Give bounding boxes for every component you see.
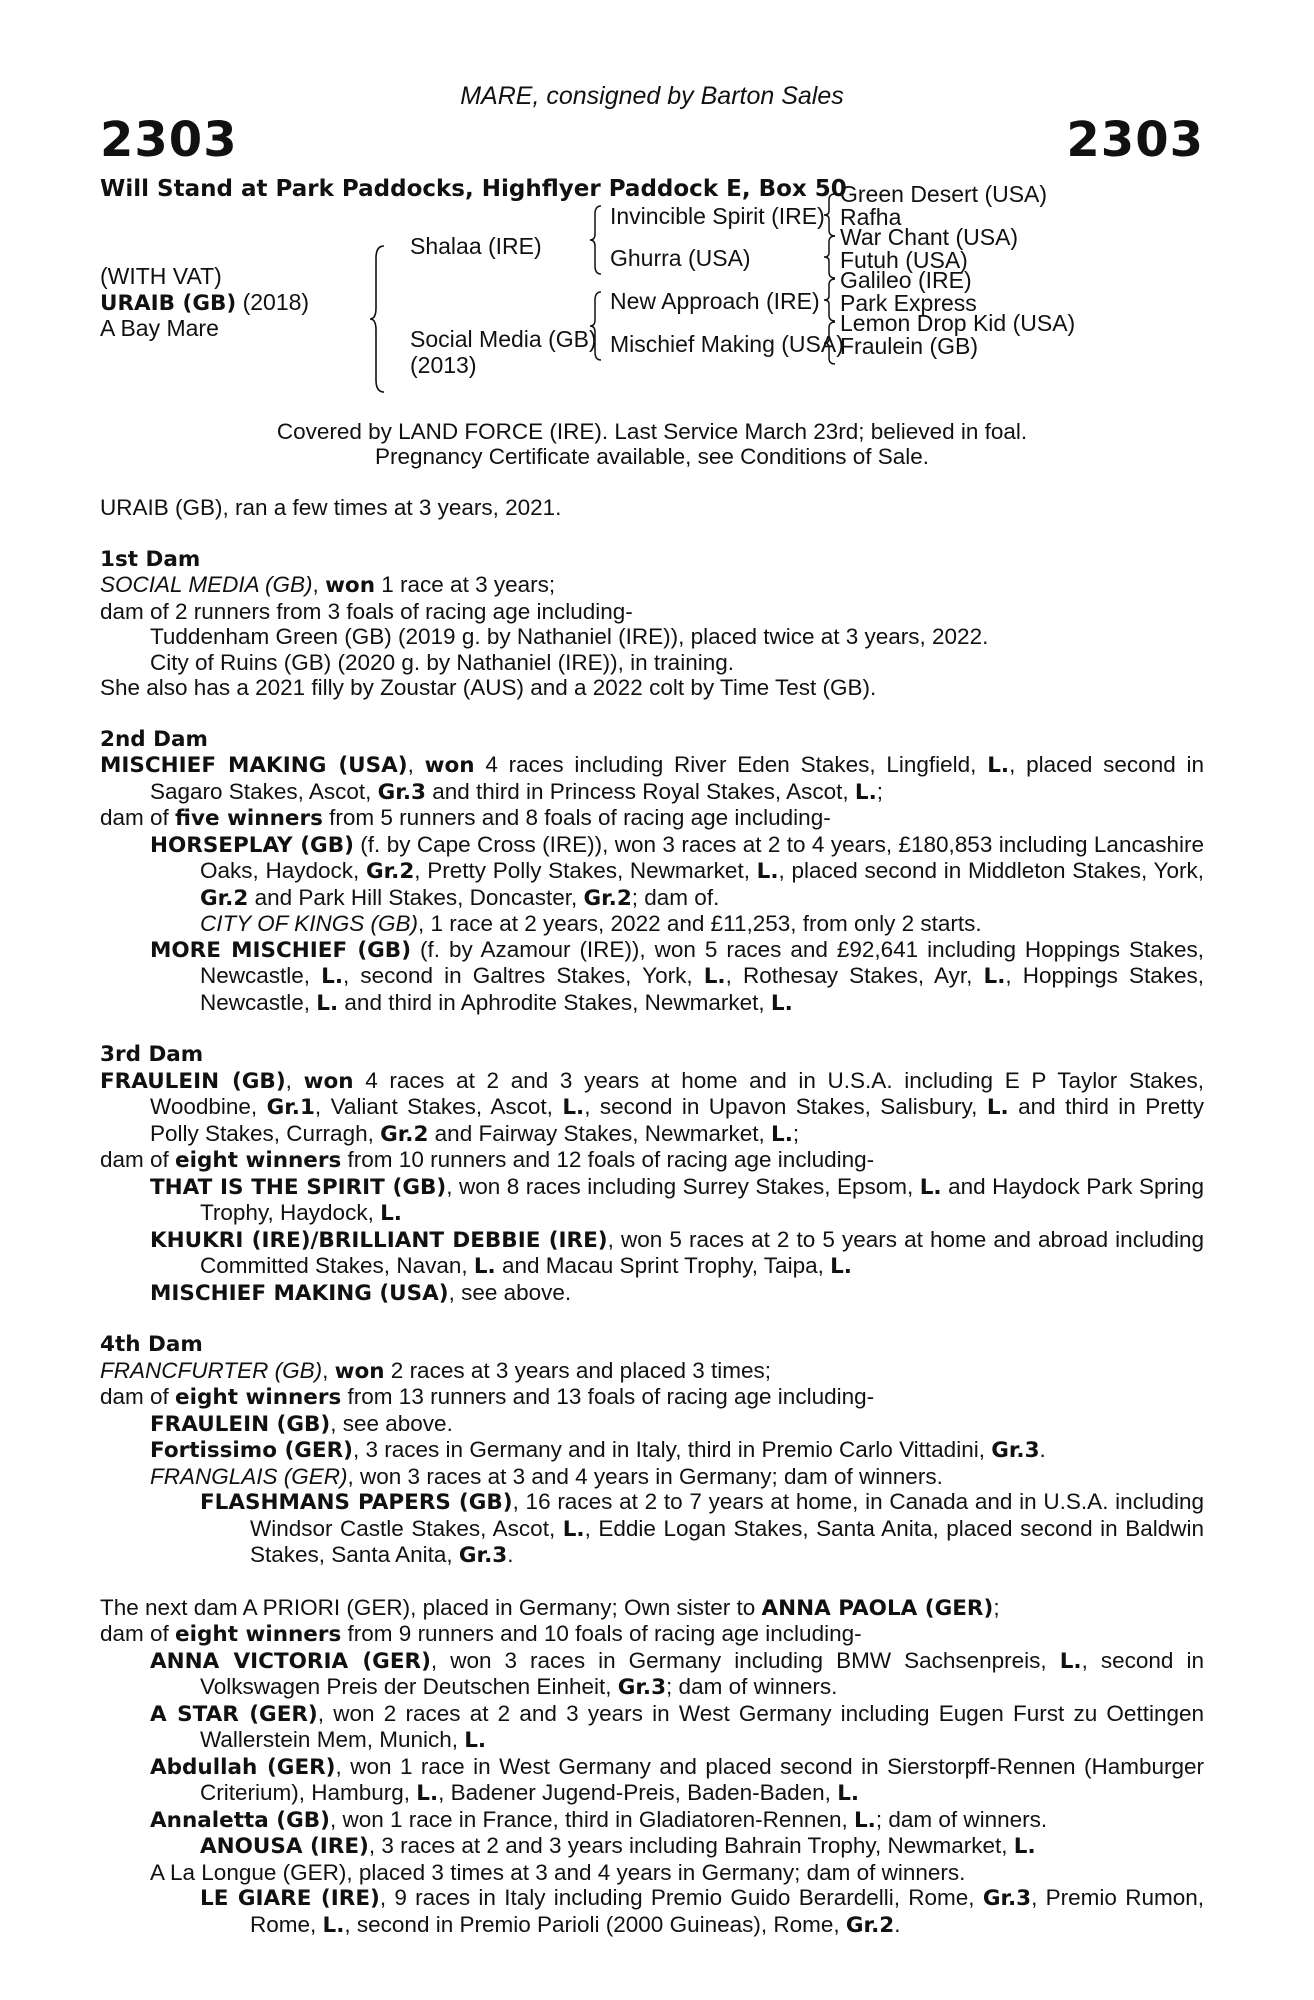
- text-segment: , won 2 races at 2 and 3 years in West Germany including Eugen Furst zu Oettingen Wallerstein Mem, Munich,: [200, 1700, 1204, 1752]
- text-segment: , won 3 races at 3 and 4 years in Germany; dam of winners.: [347, 1463, 943, 1489]
- dam-dam: Mischief Making (USA): [610, 331, 844, 357]
- text-segment: , Badener Jugend-Preis, Baden-Baden,: [438, 1780, 838, 1805]
- progeny-entry: [100, 1885, 1204, 1938]
- text-segment: HORSEPLAY (GB): [150, 832, 354, 858]
- text-segment: L.: [562, 1516, 585, 1542]
- produce-line: dam of 2 runners from 3 foals of racing age including-: [100, 598, 633, 624]
- section-title: 1st Dam: [100, 546, 201, 572]
- text-segment: , second in Volkswagen Preis der Deutschen Einheit,: [200, 1647, 1204, 1699]
- text-segment: FRANGLAIS (GER): [150, 1463, 348, 1489]
- text-segment: from 10 runners and 12 foals of racing age including-: [341, 1147, 875, 1172]
- text-segment: from 5 runners and 8 foals of racing age including-: [322, 805, 831, 830]
- text-segment: Annaletta (GB): [150, 1807, 330, 1833]
- produce-line: [100, 1621, 1204, 1648]
- text-segment: Gr.2: [380, 1121, 429, 1147]
- text-segment: , Eddie Logan Stakes, Santa Anita, placed second in Baldwin Stakes, Santa Anita,: [250, 1515, 1204, 1567]
- text-segment: , Pretty Polly Stakes, Newmarket,: [414, 858, 757, 883]
- progeny-entry: [100, 1174, 1204, 1227]
- text-segment: ; dam of winners.: [875, 1806, 1048, 1832]
- text-segment: FRANCFURTER (GB): [100, 1357, 323, 1383]
- text-segment: KHUKRI (IRE)/BRILLIANT DEBBIE (IRE): [150, 1227, 608, 1253]
- section-title: 3rd Dam: [100, 1042, 204, 1067]
- text-segment: L.: [837, 1781, 860, 1806]
- text-segment: FLASHMANS PAPERS (GB): [200, 1490, 513, 1515]
- text-segment: .: [507, 1542, 514, 1567]
- text-segment: ANOUSA (IRE): [200, 1834, 369, 1859]
- text-segment: ANNA PAOLA (GER): [761, 1595, 994, 1621]
- catalogue-page: [100, 80, 1204, 1938]
- text-segment: (f. by Azamour (IRE)), won 5 races and £92,641 including Hoppings Stakes, Newcastle,: [200, 936, 1204, 988]
- text-segment: ;: [993, 1594, 1000, 1620]
- text-segment: and third in Princess Royal Stakes, Ascot,: [425, 778, 855, 804]
- ped-ddd: Fraulein (GB): [840, 333, 979, 359]
- text-segment: , won 1 race in France, third in Gladiatoren-Rennen,: [329, 1806, 854, 1832]
- text-segment: , Premio Rumon, Rome,: [250, 1885, 1204, 1937]
- progeny-entry: [100, 1489, 1204, 1569]
- text-segment: , 16 races at 2 to 7 years at home, in Canada and in U.S.A. including Windsor Castle Stakes, Ascot,: [250, 1489, 1204, 1541]
- text-segment: Gr.3: [991, 1438, 1040, 1463]
- text-segment: 4 races at 2 and 3 years at home and in U.S.A. including E P Taylor Stakes, Woodbine,: [150, 1067, 1204, 1119]
- progeny-entry: A La Longue (GER), placed 3 times at 3 and 4 years in Germany; dam of winners.: [150, 1859, 966, 1885]
- text-segment: , 3 races at 2 and 3 years including Bahrain Trophy, Newmarket,: [368, 1833, 1014, 1858]
- section-title: 4th Dam: [100, 1332, 203, 1357]
- text-segment: , Valiant Stakes, Ascot,: [314, 1094, 563, 1119]
- text-segment: won: [334, 1358, 385, 1384]
- ped-dds: Lemon Drop Kid (USA): [840, 310, 1076, 336]
- intro-line: URAIB (GB), ran a few times at 3 years, 2021.: [100, 495, 562, 520]
- ped-sss: Green Desert (USA): [840, 181, 1048, 207]
- text-segment: five winners: [175, 806, 323, 831]
- progeny-entry: [100, 1807, 1204, 1834]
- ped-sdd: Futuh (USA): [840, 247, 968, 273]
- text-segment: L.: [919, 1174, 942, 1200]
- text-segment: MISCHIEF MAKING (USA): [100, 753, 408, 778]
- produce-line: [100, 1384, 1204, 1411]
- text-segment: dam of: [100, 1147, 176, 1172]
- text-segment: eight winners: [175, 1622, 342, 1647]
- text-segment: eight winners: [175, 1385, 342, 1410]
- progeny-entry: [100, 1280, 1204, 1307]
- text-segment: L.: [464, 1728, 487, 1753]
- text-segment: , see above.: [448, 1279, 572, 1305]
- brace-gen1: [368, 244, 388, 394]
- stand-location: Will Stand at Park Paddocks, Highflyer Paddock E, Box 50: [100, 176, 847, 202]
- text-segment: , 9 races in Italy including Premio Guido Berardelli, Rome,: [379, 1885, 983, 1910]
- text-segment: L.: [770, 990, 793, 1016]
- progeny-entry: [100, 1227, 1204, 1280]
- text-segment: MISCHIEF MAKING (USA): [150, 1280, 449, 1306]
- text-segment: , won 8 races including Surrey Stakes, Epsom,: [446, 1173, 920, 1199]
- ped-dsd: Park Express: [840, 290, 977, 316]
- consignment-line: MARE, consigned by Barton Sales: [460, 82, 844, 110]
- text-segment: L.: [853, 1807, 876, 1833]
- brace-gen3-3: [822, 277, 838, 323]
- text-segment: ; dam of winners.: [666, 1674, 838, 1699]
- text-segment: Gr.3: [377, 779, 426, 805]
- text-segment: L.: [321, 964, 344, 989]
- ped-dss: Galileo (IRE): [840, 267, 972, 293]
- text-segment: Fortissimo (GER): [150, 1438, 354, 1463]
- text-segment: ; dam of.: [631, 884, 720, 910]
- text-segment: , placed second in Sagaro Stakes, Ascot,: [150, 752, 1204, 804]
- produce-line: [100, 1147, 1204, 1174]
- text-segment: , Hoppings Stakes, Newcastle,: [200, 963, 1205, 1015]
- text-segment: from 9 runners and 10 foals of racing age including-: [341, 1621, 862, 1646]
- progeny-entry: [100, 1411, 1204, 1438]
- dam-sire: New Approach (IRE): [610, 288, 820, 314]
- text-segment: FRAULEIN (GB): [150, 1411, 331, 1437]
- text-segment: L.: [983, 964, 1006, 989]
- brace-gen2-dam: [588, 290, 604, 362]
- lot-number-left: 2303: [100, 112, 238, 168]
- brace-gen3-4: [822, 320, 838, 366]
- text-segment: Gr.3: [982, 1886, 1032, 1911]
- progeny-entry: [100, 1833, 1204, 1860]
- text-segment: and Fairway Stakes, Newmarket,: [428, 1120, 772, 1146]
- dam-line2: (2013): [410, 352, 477, 378]
- text-segment: THAT IS THE SPIRIT (GB): [150, 1174, 447, 1200]
- text-segment: , won 1 race in West Germany and placed second in Sierstorpff-Rennen (Hamburger Criterium), Hamburg,: [200, 1753, 1205, 1805]
- text-segment: L.: [316, 990, 339, 1016]
- text-segment: L.: [322, 1912, 345, 1938]
- text-segment: won: [325, 573, 376, 598]
- text-segment: .: [1039, 1437, 1046, 1462]
- text-segment: L.: [830, 1254, 852, 1279]
- horse-description: A Bay Mare: [100, 315, 219, 341]
- text-segment: and Macau Sprint Trophy, Taipa,: [495, 1253, 831, 1278]
- lot-number-right: 2303: [1066, 112, 1204, 168]
- dam-record: FRAULEIN (GB), won 4 races at 2 and 3 years at home and in U.S.A. including E P Taylor Stakes, Woodbine, Gr.1, Valiant Stakes, Ascot, L., second in Upavon Stakes, Salisbury, L. and third in Pretty Polly Stakes, Curragh, Gr.2 and Fairway Stakes, Newmarket, L.;: [100, 1067, 1204, 1147]
- text-segment: Gr.2: [583, 885, 632, 911]
- dam-name: SOCIAL MEDIA (GB): [100, 572, 313, 597]
- progeny-entry: [100, 1464, 1204, 1490]
- section-1st-dam: 1st Dam SOCIAL MEDIA (GB), won 1 race at 3 years; dam of 2 runners from 3 foals of racing age including- Tuddenham Green (GB) (2019 g. by Nathaniel (IRE)), placed twice at 3 years, 2022. City of Ruins (GB) (2020 g. by Nathaniel (IRE)), in training. She also has a 2021 filly by Zoustar (AUS) and a 2022 colt by Time Test (GB).: [100, 547, 1204, 701]
- produce-line: [100, 805, 1204, 832]
- text-segment: eight winners: [175, 1148, 342, 1173]
- section-title: 2nd Dam: [100, 726, 208, 752]
- brace-gen3-1: [822, 192, 838, 238]
- section-next-dam: [100, 1595, 1204, 1939]
- text-segment: Gr.1: [266, 1095, 315, 1120]
- text-segment: and third in Pretty Polly Stakes, Curragh,: [150, 1094, 1204, 1146]
- progeny-entry: [100, 1648, 1204, 1701]
- brace-gen2-sire: [588, 204, 604, 276]
- text-segment: dam of: [100, 1621, 176, 1646]
- covered-line2: Pregnancy Certificate available, see Conditions of Sale.: [374, 444, 930, 469]
- text-segment: 4 races including River Eden Stakes, Lingfield,: [474, 752, 988, 777]
- text-segment: L.: [703, 964, 726, 989]
- text-segment: and third in Aphrodite Stakes, Newmarket,: [338, 989, 771, 1015]
- text-segment: L.: [987, 753, 1010, 778]
- text-segment: L.: [771, 1121, 793, 1147]
- text-segment: L.: [986, 1095, 1009, 1120]
- progeny-entry: [100, 832, 1204, 912]
- text-segment: Gr.2: [845, 1912, 895, 1938]
- text-segment: .: [894, 1911, 901, 1937]
- text-segment: , won 5 races at 2 to 5 years at home and abroad including Committed Stakes, Navan,: [200, 1226, 1204, 1278]
- text-segment: FRAULEIN (GB): [100, 1068, 286, 1094]
- text-segment: ;: [876, 778, 884, 804]
- text-segment: , 1 race at 2 years, 2022 and £11,253, from only 2 starts.: [417, 911, 982, 936]
- text-segment: , second in Upavon Stakes, Salisbury,: [584, 1094, 987, 1119]
- text-segment: dam of: [100, 805, 176, 830]
- text-segment: , won 3 races in Germany including BMW Sachsenpreis,: [430, 1647, 1060, 1673]
- also-line: She also has a 2021 filly by Zoustar (AUS) and a 2022 colt by Time Test (GB).: [100, 675, 877, 700]
- sire-dam: Ghurra (USA): [610, 245, 751, 271]
- sire-sire: Invincible Spirit (IRE): [610, 203, 825, 229]
- progeny-entry: [100, 911, 1204, 937]
- progeny-entry: [100, 1754, 1204, 1807]
- text-segment: , see above.: [330, 1410, 453, 1436]
- text-segment: ;: [792, 1120, 800, 1146]
- covered-line1: Covered by LAND FORCE (IRE). Last Service March 23rd; believed in foal.: [276, 419, 1028, 444]
- text-segment: Gr.2: [200, 885, 249, 911]
- horse-year: (2018): [242, 289, 310, 315]
- dam-line1: Social Media (GB): [410, 326, 597, 352]
- text-segment: L.: [473, 1254, 496, 1279]
- text-segment: won: [424, 753, 475, 778]
- text-segment: and Park Hill Stakes, Doncaster,: [248, 884, 584, 910]
- text-segment: L.: [1013, 1834, 1036, 1859]
- text-segment: ANNA VICTORIA (GER): [150, 1648, 431, 1674]
- text-segment: from 13 runners and 13 foals of racing age including-: [341, 1384, 875, 1409]
- text-segment: L.: [854, 779, 877, 805]
- text-segment: L.: [756, 859, 779, 884]
- progeny-entry: [100, 1437, 1204, 1464]
- brace-gen3-2: [822, 234, 838, 280]
- text-segment: The next dam A PRIORI (GER), placed in Germany; Own sister to: [100, 1594, 762, 1620]
- text-segment: LE GIARE (IRE): [200, 1886, 380, 1911]
- progeny-entry: [100, 937, 1204, 1017]
- text-segment: A STAR (GER): [150, 1701, 318, 1727]
- text-segment: , second in Premio Parioli (2000 Guineas), Rome,: [344, 1911, 846, 1937]
- text-segment: 1 race at 3 years;: [375, 572, 556, 597]
- text-segment: (f. by Cape Cross (IRE)), won 3 races at 2 to 4 years, £180,853 including Lancashire Oaks, Haydock,: [200, 831, 1204, 883]
- horse-name-line: [100, 290, 309, 317]
- vat-note: (WITH VAT): [100, 263, 222, 289]
- dam-record: FRANCFURTER (GB), won 2 races at 3 years and placed 3 times;: [100, 1357, 772, 1384]
- dam-record: MISCHIEF MAKING (USA), won 4 races including River Eden Stakes, Lingfield, L., placed second in Sagaro Stakes, Ascot, Gr.3 and third in Princess Royal Stakes, Ascot, L.;: [100, 752, 1204, 805]
- text-segment: Abdullah (GER): [150, 1754, 336, 1780]
- text-segment: , placed second in Middleton Stakes, York,: [778, 858, 1205, 883]
- text-segment: , Rothesay Stakes, Ayr,: [725, 963, 984, 988]
- text-segment: Gr.3: [617, 1675, 667, 1700]
- text-segment: L.: [380, 1201, 402, 1226]
- sire: Shalaa (IRE): [410, 233, 542, 259]
- text-segment: L.: [1059, 1648, 1082, 1674]
- section-3rd-dam: [100, 1042, 1204, 1306]
- ped-ssd: Rafha: [840, 204, 902, 230]
- horse-name: URAIB (GB): [100, 291, 237, 316]
- text-segment: dam of: [100, 1384, 176, 1409]
- text-segment: , 3 races in Germany and in Italy, third in Premio Carlo Vittadini,: [353, 1437, 992, 1462]
- foal-entry: City of Ruins (GB) (2020 g. by Nathaniel (IRE)), in training.: [150, 649, 734, 675]
- text-segment: Gr.2: [365, 859, 415, 884]
- text-segment: L.: [562, 1095, 585, 1120]
- text-segment: L.: [416, 1781, 439, 1806]
- covered-note: [100, 419, 1204, 469]
- text-segment: Gr.3: [458, 1543, 508, 1568]
- text-segment: 2 races at 3 years and placed 3 times;: [384, 1357, 772, 1383]
- text-segment: and Haydock Park Spring Trophy, Haydock,: [200, 1173, 1205, 1225]
- ped-sds: War Chant (USA): [840, 224, 1019, 250]
- text-segment: CITY OF KINGS (GB): [200, 911, 418, 936]
- section-2nd-dam: [100, 727, 1204, 1017]
- progeny-entry: [100, 1701, 1204, 1754]
- foal-entry: Tuddenham Green (GB) (2019 g. by Nathaniel (IRE)), placed twice at 3 years, 2022.: [150, 624, 989, 649]
- section-4th-dam: [100, 1332, 1204, 1569]
- text-segment: , second in Galtres Stakes, York,: [343, 963, 704, 988]
- text-segment: MORE MISCHIEF (GB): [150, 937, 412, 963]
- next-dam-intro: [100, 1595, 1204, 1622]
- text-segment: won: [303, 1068, 354, 1094]
